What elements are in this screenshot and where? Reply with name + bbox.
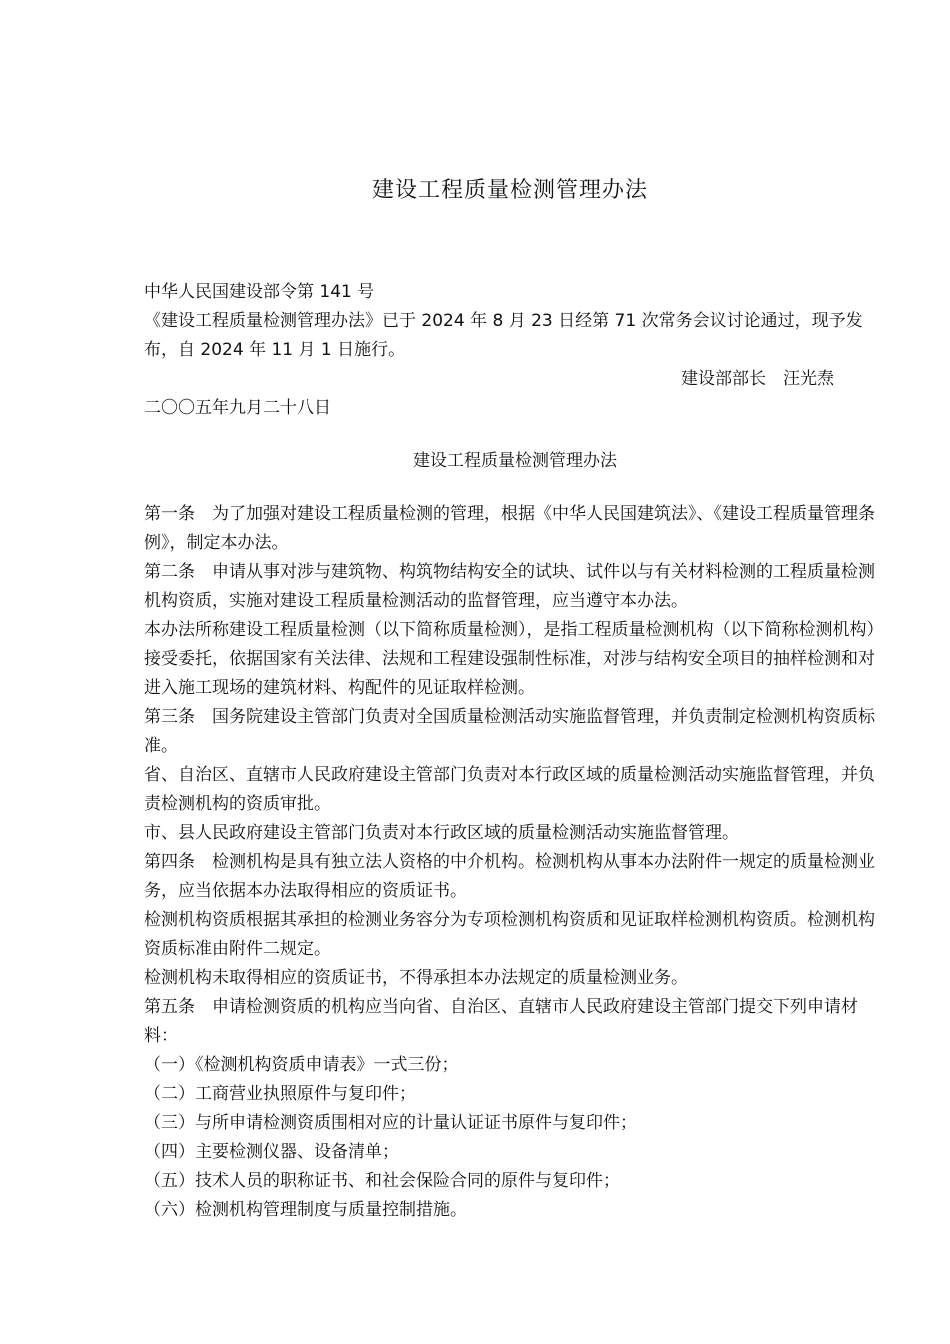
list-item: （三）与所申请检测资质围相对应的计量认证证书原件与复印件； (144, 1113, 637, 1133)
article-paragraph: 第四条 检测机构是具有独立法人资格的中介机构。检测机构从事本办法附件一规定的质量检测业务，应当依据本办法取得相应的资质证书。 (144, 852, 875, 901)
article-paragraph: 省、自治区、直辖市人民政府建设主管部门负责对本行政区域的质量检测活动实施监督管理，并负责检测机构的资质审批。 (144, 765, 875, 814)
article-paragraph: 本办法所称建设工程质量检测（以下简称质量检测），是指工程质量检测机构（以下简称检测机构）接受委托，依据国家有关法律、法规和工程建设强制性标准，对涉与结构安全项目的抽样检测和对进入施工现场的建筑材料、构配件的见证取样检测。 (144, 620, 875, 698)
list-item: （五）技术人员的职称证书、和社会保险合同的原件与复印件； (144, 1171, 620, 1191)
announcement-text: 《建设工程质量检测管理办法》已于 2024 年 8 月 23 日经第 71 次常务会议讨论通过，现予发布，自 2024 年 11 月 1 日施行。 (144, 311, 863, 360)
list-item: （六）检测机构管理制度与质量控制措施。 (144, 1200, 467, 1220)
article-paragraph: 第一条 为了加强对建设工程质量检测的管理，根据《中华人民国建筑法》、《建设工程质量管理条例》，制定本办法。 (144, 504, 875, 553)
article-paragraph: 市、县人民政府建设主管部门负责对本行政区域的质量检测活动实施监督管理。 (144, 823, 739, 843)
article-paragraph: 检测机构资质根据其承担的检测业务容分为专项检测机构资质和见证取样检测机构资质。检测机构资质标准由附件二规定。 (144, 910, 875, 959)
article-paragraph: 第三条 国务院建设主管部门负责对全国质量检测活动实施监督管理，并负责制定检测机构资质标准。 (144, 707, 875, 756)
document-body (144, 278, 876, 1225)
document-title: 建设工程质量检测管理办法 (371, 178, 648, 203)
article-paragraph: 第五条 申请检测资质的机构应当向省、自治区、直辖市人民政府建设主管部门提交下列申请材料： (144, 997, 858, 1046)
decree-number: 中华人民国建设部令第 141 号 (144, 282, 375, 302)
article-paragraph: 检测机构未取得相应的资质证书，不得承担本办法规定的质量检测业务。 (144, 968, 688, 988)
signature-line: 建设部部长 汪光焘 (681, 369, 834, 389)
list-item: （二）工商营业执照原件与复印件； (144, 1084, 416, 1104)
list-item: （一）《检测机构资质申请表》一式三份； (144, 1055, 459, 1075)
issue-date: 二〇〇五年九月二十八日 (144, 398, 331, 418)
document-subtitle: 建设工程质量检测管理办法 (413, 451, 617, 471)
article-paragraph: 第二条 申请从事对涉与建筑物、构筑物结构安全的试块、试件以与有关材料检测的工程质量检测机构资质，实施对建设工程质量检测活动的监督管理，应当遵守本办法。 (144, 562, 875, 611)
list-item: （四）主要检测仪器、设备清单； (144, 1142, 399, 1162)
